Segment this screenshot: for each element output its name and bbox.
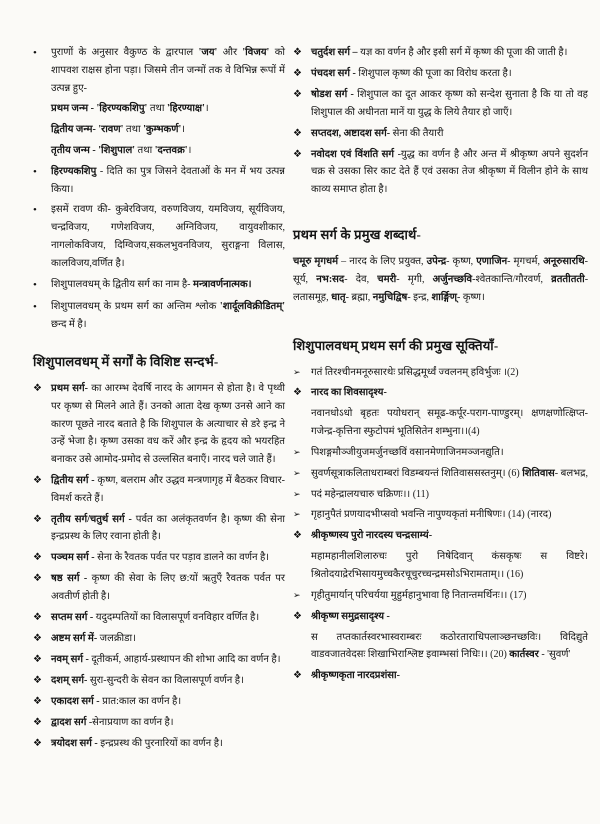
item-text (311, 629, 588, 665)
list-item (293, 384, 588, 402)
item-text (311, 405, 588, 441)
sukti-list (293, 364, 588, 686)
bullet-spacer (293, 548, 311, 584)
item-text (51, 201, 285, 272)
list-item (293, 667, 588, 685)
bullet-diamond-icon: ❖ (293, 148, 302, 160)
text-run: स तप्तकार्तस्वरभास्वराम्बरः कठोरताराधिपलाञ्छनच्छविः। विदिद्युते वाडवजातवेदसः शिखाभिराश्लिष्ट इवाम्भसां निधिः।। (20) (311, 631, 588, 661)
text-run: गतं तिरश्चीनमनूरुसारथेः प्रसिद्धमूर्ध्वं ज्वलनम् हविर्भुजः ।(2) (311, 366, 519, 378)
text-run: नवानधोऽधो बृहतः पयोधरान् समूढ-कर्पूर-पराग-पाण्डुरम्। क्षणक्षणोत्क्षिप्त-गजेन्द्र-कृत्तिना स्फुटोपमं भूतिसितेन शम्भुना।।(4) (311, 408, 588, 438)
bullet-diamond-icon: ❖ (293, 68, 302, 79)
text-run: । (187, 144, 192, 156)
list-item (33, 298, 285, 334)
bullet-diamond-icon: ❖ (33, 611, 42, 623)
list-item (33, 44, 285, 97)
list-item (293, 444, 588, 462)
bold-text-run: अष्टम सर्ग में- (51, 632, 100, 644)
bullet-spacer (293, 629, 311, 665)
text-run: सुवर्णसूत्राकलिताधराम्बरां विडम्बयन्तं शितिवाससस्तनुम्। (6) (311, 467, 523, 479)
bullet-diamond-icon: ❖ (33, 474, 42, 486)
bold-text-run: षष्ठ सर्ग - (51, 573, 92, 585)
bullet-diamond-icon: ❖ (33, 737, 42, 749)
text-run: को शापवश राक्षस होना पड़ा। जिसमे तीन जन्मों तक वे विभिन्न रूपों में उत्पन्न हुए- (51, 47, 285, 94)
bold-text-run: नवम् सर्ग - (51, 653, 92, 665)
bullet-diamond-icon: ❖ (33, 382, 42, 394)
bold-text-run: चतुर्दश सर्ग – (311, 47, 361, 58)
bullet-arrow-icon: ➢ (293, 488, 301, 499)
text-run: महामहानीलशिलारुचः पुरो निषेदिवान् कंसकृषः स विष्टरे। श्रितोदयाद्रेरभिसायमुच्चकैरचूचुरच्चन्द्रमसोऽभिरामताम्।। (16) (311, 551, 588, 580)
bold-text-run: एकादश सर्ग - (51, 695, 103, 707)
bold-text-run: श्रीकृष्णकृता नारदप्रशंसा- (311, 670, 400, 682)
text-run: पर्वत का अलंकृतवर्णन है। कृष्ण की सेना इन्द्रप्रस्थ के लिए रवाना होती है। (51, 513, 286, 543)
bold-text-run: 'विजय' (242, 47, 270, 58)
bold-text-run: एणाजिन (476, 255, 508, 267)
item-text (311, 667, 588, 685)
list-item (33, 100, 285, 118)
item-text (51, 609, 285, 627)
list-item (33, 472, 285, 508)
bullet-diamond-icon: ❖ (33, 695, 42, 707)
item-text (51, 380, 285, 469)
text-run: – नारद के लिए प्रयुक्त, (338, 255, 427, 267)
text-run: सुरा-सुन्दरी के सेवन का विलासपूर्ण वर्णन है। (89, 674, 244, 686)
bold-text-run: प्रथम सर्ग- (51, 382, 88, 394)
item-text (51, 570, 285, 606)
text-run: का आरम्भ देवर्षि नारद के आगमन से होता है। वे पृथ्वी पर कृष्ण से मिलने आते हैं। उनको आता देख कृष्ण उनसे आने का कारण पूछते नारद बताते है कि शिशुपाल के अत्याचार से डरे इन्द्र ने उन्हें भेजा है। कृष्ण उसका वध करें और इन्द्र के हृदय को भयरहित बनाकर उसे आमोद-प्रमोद से उल्लसित बनाएँ। नारद चले जाते हैं। (51, 382, 286, 466)
text-run: पुराणों के अनुसार वैकुण्ठ के द्वारपाल (51, 47, 199, 58)
bold-text-run: श्रीकृष्णस्य पुरो नारदस्य चन्द्रसाम्यं- (311, 530, 433, 542)
bold-text-run: अनूरुसारथि (543, 255, 585, 267)
text-run: - इन्द्र, (407, 292, 432, 304)
text-run: - देव, (344, 274, 378, 286)
text-run: । (204, 103, 209, 115)
bullet-diamond-icon: ❖ (293, 387, 302, 399)
bold-text-run: उपेन्द्र (426, 255, 447, 267)
bold-text-run: हिरण्यकशिपु (51, 165, 97, 177)
heading-suktiyan: शिशुपालवधम् प्रथम सर्ग की प्रमुख सूक्तियाँ- (293, 337, 499, 353)
list-item (33, 121, 285, 139)
bullet-arrow-icon: ➢ (293, 446, 301, 457)
text-run: । (181, 124, 186, 136)
list-item (293, 465, 588, 483)
text-run: कृष्ण की सेवा के लिए छ:यों ऋतुएँ रैवतक पर्वत पर अवतीर्ण होती है। (51, 573, 285, 602)
heading-shabdarth: प्रथम सर्ग के प्रमुख शब्दार्थ- (293, 226, 422, 242)
bold-text-run: 'कुम्भकर्ण' (143, 124, 182, 136)
bullet-arrow-icon: ➢ (293, 467, 301, 478)
bullet-diamond-icon: ❖ (293, 530, 302, 542)
item-text (311, 65, 588, 83)
text-run: इन्द्रप्रस्थ की पुरनारियों का वर्णन है। (100, 737, 223, 749)
text-run: - मृगी, (396, 274, 433, 286)
item-text (311, 527, 588, 545)
item-text (51, 276, 285, 296)
bold-text-run: नभ:सद (316, 274, 345, 286)
list-item (293, 44, 588, 62)
text-run: यज्ञ का वर्णन है और इसी सर्ग में कृष्ण की पूजा की जाती है। (360, 47, 568, 58)
bullet-diamond-icon: ❖ (33, 632, 42, 644)
shabdarth-paragraph (293, 253, 588, 308)
bold-text-run: त्रयोदश सर्ग - (51, 737, 101, 749)
list-item (293, 548, 588, 584)
text-run: इसमें रावण की- कुबेरविजय, वरुणविजय, यमविजय, सूर्यविजय, चन्द्रविजय, गणेशविजय, अग्निविजय, वायुवशीकार, नागलोकविजय, दिग्विजय,सकलभुवनविजय, सुराङ्गना विलास, कालविजय,वर्णित है। (51, 204, 285, 269)
heading-sarga-sandarbh: शिशुपालवधम् में सर्गों के विशिष्ट सन्दर्भ- (33, 353, 219, 369)
bold-text-run: सप्तदश, अष्टादश सर्ग- (311, 127, 393, 139)
bold-text-run: कार्तस्वर (509, 649, 539, 661)
bold-text-run: 'दन्तवक्र' (154, 144, 188, 156)
list-item (33, 630, 285, 648)
bold-text-run: 'शार्दूलविक्रीडितम्' (219, 301, 285, 313)
item-text (311, 608, 588, 626)
bullet-diamond-icon: ❖ (33, 513, 42, 525)
item-text (311, 548, 588, 584)
text-run: - दिति का पुत्र जिसने देवताओं के मन में भय उत्पन्न किया। (51, 165, 285, 195)
text-run: - लतासमूह, (293, 274, 589, 304)
text-run: यदुदम्पतियों का विलासपूर्ण वनविहार वर्णित है। (95, 611, 260, 623)
bold-text-run: नमुचिद्विष (372, 292, 408, 304)
list-item (33, 380, 285, 469)
list-item (33, 511, 285, 547)
left-column (33, 44, 285, 824)
list-item (293, 364, 588, 382)
list-item (33, 714, 285, 732)
bold-text-run: चमरी (377, 274, 397, 286)
bullet-dot-icon: • (33, 47, 37, 59)
text-run: तथा (135, 144, 155, 156)
list-item (293, 405, 588, 441)
bold-text-run: दशम् सर्ग- (51, 674, 90, 686)
bullet-arrow-icon: ➢ (293, 509, 301, 520)
list-item (33, 693, 285, 711)
bullet-diamond-icon: ❖ (33, 653, 42, 665)
item-text (51, 549, 285, 567)
item-text (311, 44, 588, 62)
bold-text-run: अर्जुनच्छवि (432, 274, 473, 286)
text-run: - मृगचर्म, (507, 255, 544, 267)
bold-text-run: द्वितीय सर्ग - (51, 474, 98, 486)
text-run: गृहानुपैतं प्रणयादभीप्सवो भवन्ति नापुण्यकृतां मनीषिणः। (14) (नारद) (311, 509, 552, 521)
bullet-spacer (33, 100, 51, 118)
item-text (51, 735, 285, 753)
list-item (293, 125, 588, 143)
bold-text-run: 'जय' (198, 47, 218, 58)
bold-text-run: 'हिरण्याक्ष' (167, 103, 205, 115)
bullet-diamond-icon: ❖ (33, 552, 42, 564)
text-run: सेना के रैवतक पर्वत पर पड़ाव डालने का वर्णन है। (97, 552, 270, 564)
list-item (293, 506, 588, 524)
text-run: - 'सुवर्ण' (538, 649, 571, 661)
sarga-list-1-13 (33, 380, 285, 753)
text-run: शिशुपालवधम् के द्वितीय सर्ग का नाम है- (51, 278, 193, 290)
item-text (311, 86, 588, 122)
list-item (293, 608, 588, 626)
bold-text-run: धातृ (331, 292, 346, 304)
text-run: - सूर्य, (293, 255, 588, 286)
bold-text-run: पंचदश सर्ग - (311, 68, 359, 79)
text-run: छन्द में है। (51, 319, 87, 331)
bullet-dot-icon: • (33, 278, 37, 291)
item-text (51, 100, 285, 118)
list-item (33, 276, 285, 296)
bullet-diamond-icon: ❖ (33, 674, 42, 686)
bullet-diamond-icon: ❖ (293, 670, 302, 682)
bullet-spacer (33, 121, 51, 139)
text-run: तथा (147, 103, 168, 115)
item-text (311, 364, 588, 382)
list-item (33, 735, 285, 753)
bold-text-run: नवोदश एवं विंशति सर्ग (311, 148, 398, 160)
list-item (293, 587, 588, 605)
bullet-arrow-icon: ➢ (293, 589, 301, 600)
list-item (293, 486, 588, 504)
item-text (311, 444, 588, 462)
bullet-spacer (33, 142, 51, 160)
bullet-diamond-icon: ❖ (33, 716, 42, 728)
text-run: - कृष्ण, (446, 255, 477, 267)
text-run: दूतीकर्म, आहार्य-प्रस्थापन की शोभा आदि का वर्णन है। (91, 653, 281, 665)
item-text (51, 693, 285, 711)
bullet-diamond-icon: ❖ (293, 127, 302, 139)
text-run: -सेनाप्रयाण का वर्णन है। (88, 716, 174, 728)
list-item (33, 142, 285, 160)
item-text (51, 142, 285, 160)
bullet-diamond-icon: ❖ (293, 89, 302, 100)
list-item (33, 609, 285, 627)
list-item (33, 570, 285, 606)
item-text (51, 714, 285, 732)
list-item (293, 65, 588, 83)
item-text (311, 587, 588, 605)
bullet-diamond-icon: ❖ (293, 47, 302, 58)
bold-text-run: प्रथम जन्म - 'हिरण्यकशिपु' (51, 103, 148, 115)
item-text (51, 630, 285, 648)
text-run: गृहीतुमार्यान् परिचर्यया मुहुर्महानुभावा हि नितान्तमर्थिनः।। (17) (311, 589, 527, 601)
item-text (51, 121, 285, 139)
text-run: सेना की तैयारी (392, 127, 444, 139)
text-run: शिशुपाल का दूत आकर कृष्ण को सन्देश सुनाता है कि या तो वह शिशुपाल की अधीनता मानें या युद्ध के लिये तैयार हो जाएँ। (311, 89, 588, 118)
right-column (293, 44, 588, 824)
item-text (51, 163, 285, 199)
bullet-dot-icon: • (33, 204, 37, 217)
bold-text-run: मन्त्रावर्णनात्मक। (192, 278, 252, 290)
text-run: - बलभद्र, (554, 467, 588, 479)
text-run: - ब्रह्मा, (345, 292, 373, 304)
text-run: प्रात:काल का वर्णन है। (102, 695, 182, 707)
text-run: पदं महेन्द्रालयचारु चक्रिणः।। (11) (311, 488, 430, 500)
item-text (311, 506, 588, 524)
bold-text-run: सप्तम सर्ग - (51, 611, 96, 623)
item-text (51, 651, 285, 669)
item-text (311, 486, 588, 504)
text-run: पिशङ्गमौञ्जीयुजमर्जुनच्छविं वसानमेणाजिनमञ्जनद्युति। (311, 446, 504, 458)
item-text (311, 125, 588, 143)
item-text (311, 465, 588, 483)
bold-text-run: व्रततीतती (551, 274, 585, 286)
bold-text-run: नारद का शिवसादृश्य- (311, 387, 387, 399)
item-text (51, 44, 285, 97)
bold-text-run: शार्ङ्गिण् (431, 292, 457, 304)
list-item (33, 651, 285, 669)
text-run: शिशुपाल कृष्ण की पूजा का विरोध करता है। (358, 68, 512, 79)
bullet-arrow-icon: ➢ (293, 366, 301, 377)
item-text (51, 672, 285, 690)
bold-text-run: द्वादश सर्ग (51, 716, 89, 728)
bold-text-run: शितिवास (522, 467, 555, 479)
text-run: तथा (123, 124, 144, 136)
text-run: शिशुपालवधम् के प्रथम सर्ग का अन्तिम श्लोक (51, 301, 220, 313)
bullet-diamond-icon: ❖ (33, 573, 42, 585)
item-text (311, 146, 588, 199)
intro-notes-list (33, 44, 285, 334)
list-item (293, 527, 588, 545)
bold-text-run: चमूरु मृगधर्म (293, 255, 339, 267)
bold-text-run: षोडश सर्ग - (311, 89, 358, 100)
item-text (51, 298, 285, 334)
text-run: - कृष्ण। (457, 292, 485, 304)
bullet-diamond-icon: ❖ (293, 610, 302, 622)
text-run: -युद्ध का वर्णन है और अन्त में श्रीकृष्ण अपने सुदर्शन चक्र से उसका सिर काट देते हैं एवं उसका तेज श्रीकृष्ण में विलीन होने के साथ काव्य समाप्त होता है। (311, 148, 589, 196)
list-item (33, 163, 285, 199)
text-run: -श्वेतकान्ति/गौरवर्ण, (472, 274, 552, 286)
list-item (293, 86, 588, 122)
list-item (33, 201, 285, 272)
list-item (33, 672, 285, 690)
bold-text-run: द्वितीय जन्म- 'रावण' (51, 124, 124, 136)
list-item (293, 146, 588, 199)
item-text (311, 384, 588, 402)
bullet-spacer (293, 405, 311, 441)
bullet-dot-icon: • (33, 301, 37, 314)
item-text (51, 511, 285, 547)
list-item (293, 629, 588, 665)
list-item (33, 549, 285, 567)
text-run: जलक्रीडा। (99, 632, 136, 644)
bold-text-run: तृतीय सर्ग/चतुर्थ सर्ग - (51, 513, 136, 525)
bold-text-run: पञ्चम सर्ग - (51, 552, 98, 564)
bold-text-run: श्रीकृष्ण समुद्रसादृश्य - (311, 610, 390, 622)
text-run: कृष्ण, बलराम और उद्धव मन्त्रणागृह में बैठकर विचार-विमर्श करते हैं। (51, 474, 286, 504)
bullet-dot-icon: • (33, 165, 37, 178)
item-text (51, 472, 285, 508)
bold-text-run: तृतीय जन्म - 'शिशुपाल' (51, 144, 135, 156)
text-run: और (217, 47, 243, 58)
sarga-list-14-20 (293, 44, 588, 199)
